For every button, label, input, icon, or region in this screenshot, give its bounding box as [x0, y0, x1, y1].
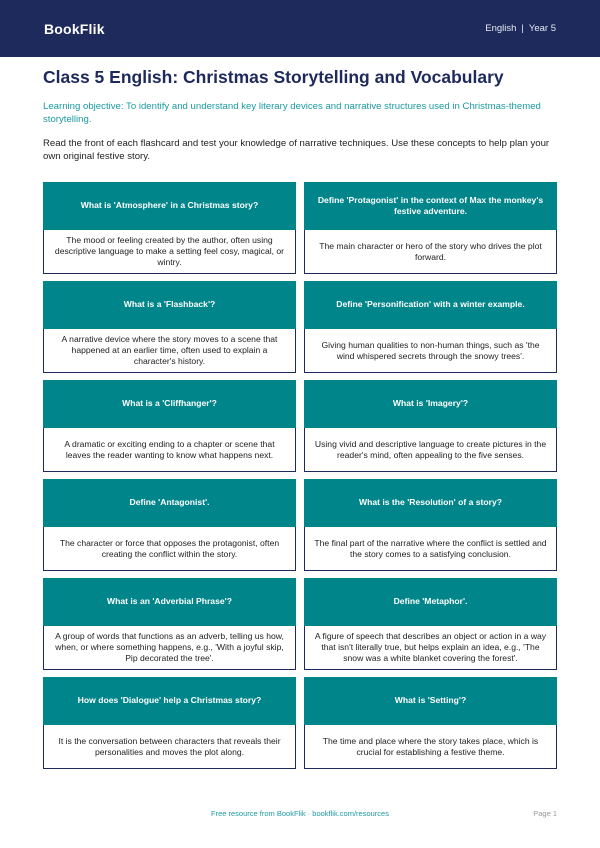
flashcard-back: Giving human qualities to non-human things, such as 'the wind whispered secrets through the snowy trees'. [304, 329, 557, 373]
flashcard [304, 479, 557, 571]
flashcard-back: A figure of speech that describes an object or action in a way that isn't literally true, but helps explain an idea, e.g., 'The snow was a white blanket covering the forest'. [304, 626, 557, 670]
header-meta [485, 23, 556, 34]
flashcard [43, 380, 296, 472]
flashcard-back: The mood or feeling created by the author, often using descriptive language to make a setting feel cosy, magical, or wintry. [43, 230, 296, 274]
page-header [0, 0, 600, 57]
flashcard [43, 182, 296, 274]
flashcard-front: What is 'Imagery'? [304, 380, 557, 428]
flashcard-front: What is 'Atmosphere' in a Christmas story? [43, 182, 296, 230]
flashcard-front: What is 'Setting'? [304, 677, 557, 725]
page-footer [0, 809, 600, 821]
flashcard-front: What is the 'Resolution' of a story? [304, 479, 557, 527]
flashcard [43, 677, 296, 769]
flashcard-back: The time and place where the story takes place, which is crucial for establishing a festive theme. [304, 725, 557, 769]
flashcard-front: What is a 'Cliffhanger'? [43, 380, 296, 428]
flashcard-grid [43, 182, 558, 769]
page-title: Class 5 English: Christmas Storytelling and Vocabulary [43, 67, 504, 87]
page-number: Page 1 [533, 809, 557, 818]
flashcard-back: The character or force that opposes the protagonist, often creating the conflict within the story. [43, 527, 296, 571]
flashcard [43, 281, 296, 373]
flashcard-front: Define 'Antagonist'. [43, 479, 296, 527]
flashcard [304, 578, 557, 670]
flashcard-front: How does 'Dialogue' help a Christmas story? [43, 677, 296, 725]
brand-logo[interactable]: BookFlik [44, 20, 105, 37]
flashcard-back: The final part of the narrative where the conflict is settled and the story comes to a satisfying conclusion. [304, 527, 557, 571]
flashcard [43, 479, 296, 571]
flashcard-back: A narrative device where the story moves to a scene that happened at an earlier time, often used to explain a character's history. [43, 329, 296, 373]
flashcard-back: The main character or hero of the story who drives the plot forward. [304, 230, 557, 274]
flashcard [304, 182, 557, 274]
flashcard-front: What is a 'Flashback'? [43, 281, 296, 329]
year-label: Year 5 [528, 23, 556, 34]
learning-objective: Learning objective: To identify and understand key literary devices and narrative structures used in Christmas-themed storytelling. [43, 101, 541, 125]
flashcard-front: Define 'Metaphor'. [304, 578, 557, 626]
flashcard [304, 281, 557, 373]
flashcard [304, 677, 557, 769]
meta-separator: | [521, 23, 524, 34]
flashcard-front: Define 'Protagonist' in the context of Max the monkey's festive adventure. [304, 182, 557, 230]
flashcard [304, 380, 557, 472]
flashcard [43, 578, 296, 670]
intro-text: Read the front of each flashcard and test your knowledge of narrative techniques. Use these concepts to help plan your own original festive story. [43, 138, 550, 162]
subject-label: English [485, 23, 517, 34]
flashcard-back: A dramatic or exciting ending to a chapter or scene that leaves the reader wanting to know what happens next. [43, 428, 296, 472]
flashcard-front: Define 'Personification' with a winter example. [304, 281, 557, 329]
flashcard-back: Using vivid and descriptive language to create pictures in the reader's mind, often appealing to the five senses. [304, 428, 557, 472]
flashcard-front: What is an 'Adverbial Phrase'? [43, 578, 296, 626]
flashcard-back: It is the conversation between characters that reveals their personalities and moves the plot along. [43, 725, 296, 769]
footer-credit-link[interactable]: Free resource from BookFlik · bookflik.com/resources [211, 809, 389, 818]
flashcard-back: A group of words that functions as an adverb, telling us how, when, or where something happens, e.g., 'With a joyful skip, Pip decorated the tree'. [43, 626, 296, 670]
